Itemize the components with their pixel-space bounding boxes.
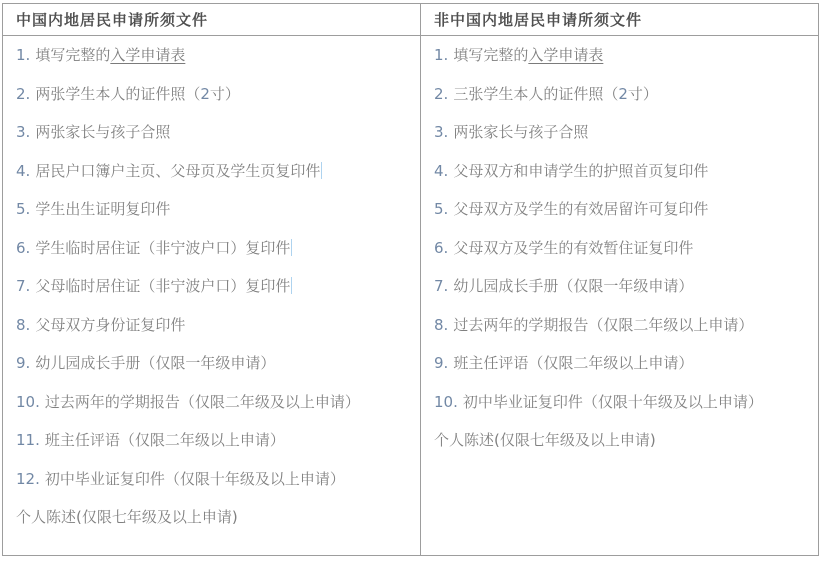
item-number: 6. — [16, 238, 31, 257]
item-number: 8. — [16, 315, 31, 334]
text-cursor-bar — [291, 239, 292, 256]
item-number: 8. — [434, 315, 449, 334]
item-number: 3. — [16, 123, 31, 141]
list-item: 个人陈述(仅限七年级及以上申请) — [434, 431, 656, 449]
item-number: 9. — [434, 354, 449, 372]
item-number: 10. — [434, 392, 458, 411]
list-item: 6. 父母双方及学生的有效暂住证复印件 — [434, 238, 694, 257]
text-cursor-bar — [291, 277, 292, 294]
list-item: 2. 两张学生本人的证件照（2寸） — [16, 84, 240, 103]
item-number: 9. — [16, 354, 31, 372]
text-cursor-bar — [321, 162, 322, 179]
item-number: 5. — [434, 200, 449, 218]
item-number: 11. — [16, 431, 40, 449]
item-number: 7. — [434, 277, 449, 295]
list-item: 1. 填写完整的入学申请表 — [434, 46, 604, 64]
column-header-mainland-residents: 中国内地居民申请所须文件 — [3, 4, 421, 36]
application-form-link[interactable]: 入学申请表 — [528, 46, 604, 64]
list-item: 4. 居民户口簿户主页、父母页及学生页复印件 — [16, 161, 321, 180]
list-item: 12. 初中毕业证复印件（仅限十年级及以上申请） — [16, 469, 345, 488]
item-number: 3. — [434, 123, 449, 141]
list-item: 5. 父母双方及学生的有效居留许可复印件 — [434, 200, 709, 218]
list-item: 8. 过去两年的学期报告（仅限二年级以上申请） — [434, 315, 754, 334]
list-item: 个人陈述(仅限七年级及以上申请) — [16, 508, 238, 526]
item-number: 6. — [434, 238, 449, 257]
list-item: 2. 三张学生本人的证件照（2寸） — [434, 84, 658, 103]
column-body-mainland-residents — [3, 36, 421, 556]
item-number: 1. — [434, 46, 449, 64]
inline-digit: 2 — [200, 84, 210, 103]
list-item: 4. 父母双方和申请学生的护照首页复印件 — [434, 161, 709, 180]
list-item: 11. 班主任评语（仅限二年级以上申请） — [16, 431, 285, 449]
application-form-link[interactable]: 入学申请表 — [110, 46, 186, 64]
item-number: 10. — [16, 392, 40, 411]
requirements-table-wrapper — [2, 3, 819, 556]
list-item: 10. 过去两年的学期报告（仅限二年级及以上申请） — [16, 392, 360, 411]
list-item: 7. 父母临时居住证（非宁波户口）复印件 — [16, 277, 291, 295]
item-number: 7. — [16, 277, 31, 295]
item-number: 4. — [16, 161, 31, 180]
admission-requirements-table — [2, 3, 819, 556]
list-item: 9. 幼儿园成长手册（仅限一年级申请） — [16, 354, 276, 372]
item-number: 2. — [434, 84, 449, 103]
item-number: 1. — [16, 46, 31, 64]
inline-digit: 2 — [618, 84, 628, 103]
item-number: 4. — [434, 161, 449, 180]
list-item: 10. 初中毕业证复印件（仅限十年级及以上申请） — [434, 392, 763, 411]
column-body-non-mainland-residents — [421, 36, 819, 556]
column-header-non-mainland-residents: 非中国内地居民申请所须文件 — [421, 4, 819, 36]
list-item: 6. 学生临时居住证（非宁波户口）复印件 — [16, 238, 291, 257]
list-item: 1. 填写完整的入学申请表 — [16, 46, 186, 64]
list-item: 3. 两张家长与孩子合照 — [16, 123, 171, 141]
item-number: 5. — [16, 200, 31, 218]
list-item: 9. 班主任评语（仅限二年级以上申请） — [434, 354, 694, 372]
item-number: 12. — [16, 469, 40, 488]
list-item: 5. 学生出生证明复印件 — [16, 200, 171, 218]
list-item: 8. 父母双方身份证复印件 — [16, 315, 186, 334]
item-number: 2. — [16, 84, 31, 103]
body-row — [3, 36, 819, 556]
list-item: 3. 两张家长与孩子合照 — [434, 123, 589, 141]
header-row — [3, 4, 819, 36]
list-item: 7. 幼儿园成长手册（仅限一年级申请） — [434, 277, 694, 295]
